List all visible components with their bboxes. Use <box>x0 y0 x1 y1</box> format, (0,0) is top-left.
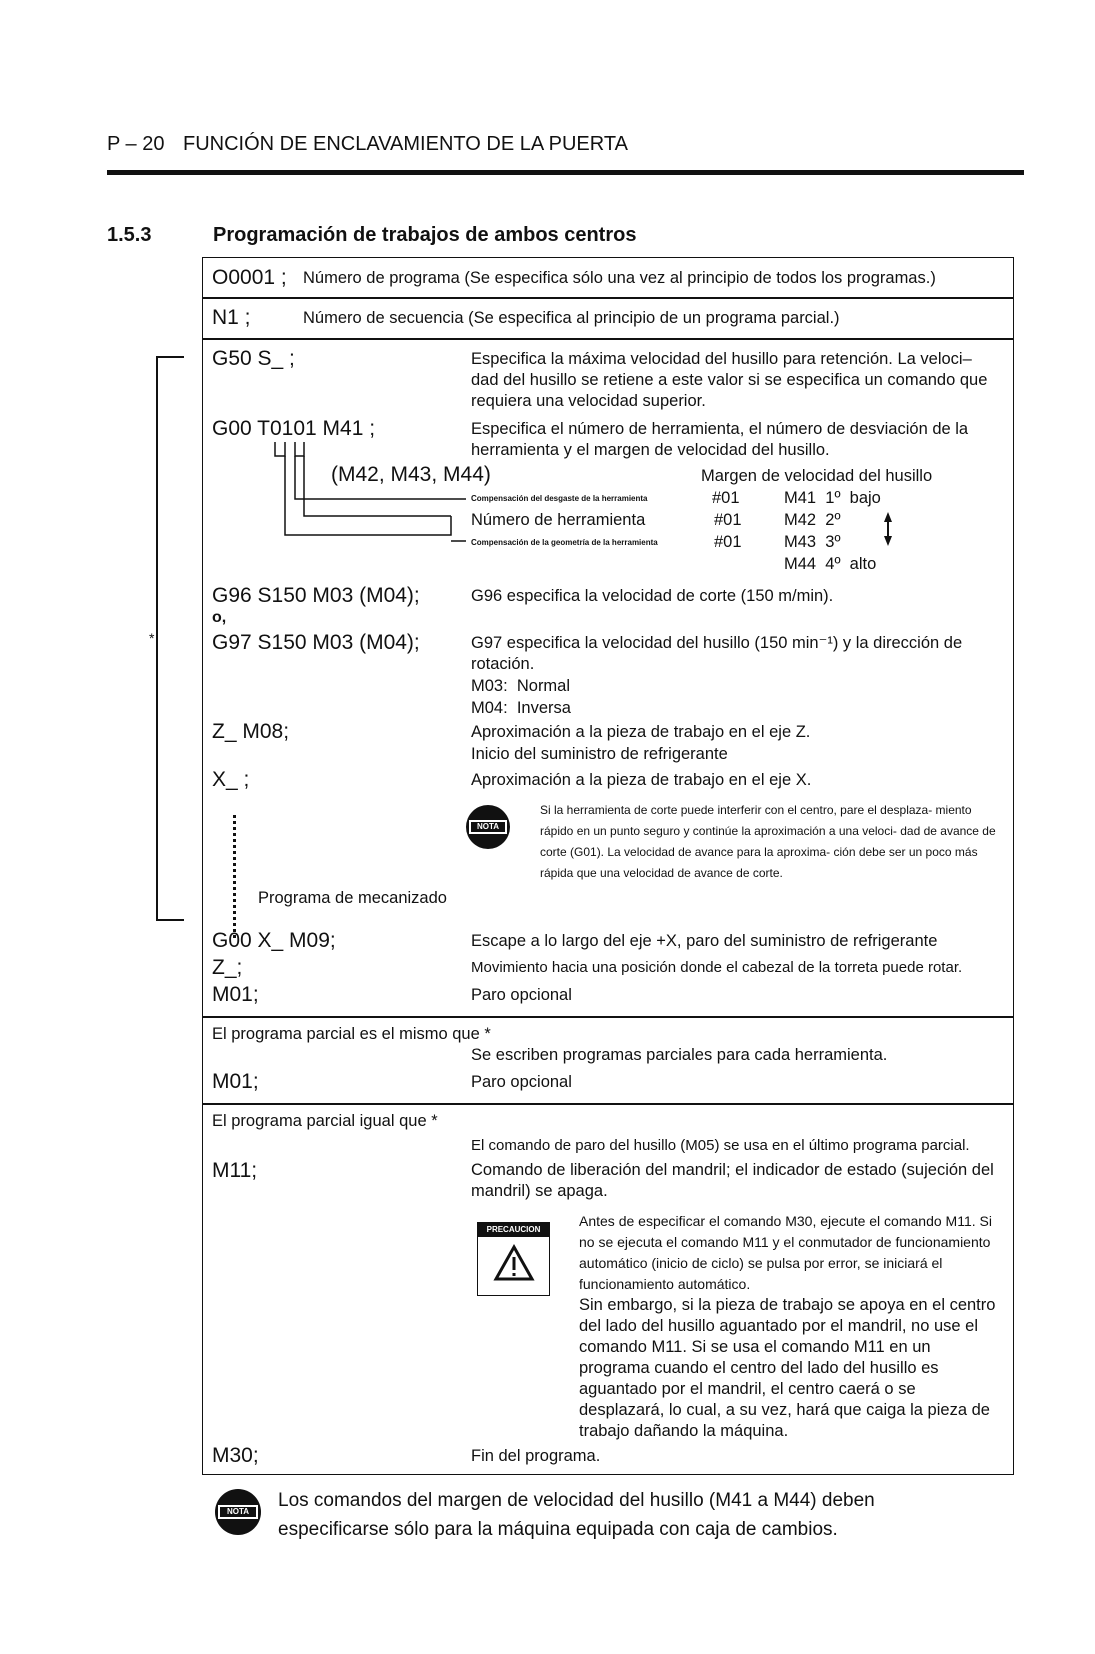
code-g00-x-m09: G00 X_ M09; <box>212 929 336 952</box>
warning-icon <box>494 1245 534 1281</box>
x-escape-text: Escape a lo largo del eje +X, paro del suministro de refrigerante <box>471 932 938 950</box>
machining-dots <box>233 815 242 938</box>
nota-interference-text: Si la herramienta de corte puede interferir con el centro, pare el desplaza- miento rápido en un punto seguro y continúe la aproximación a una veloci- dad de avance de corte (G01). La velocidad de avance para la aproxima- ción debe ser un poco más rápida que una velocidad de avance de corte. <box>540 803 996 880</box>
code-n1: N1 ; <box>212 306 251 329</box>
code-g97: G97 S150 M03 (M04); <box>212 631 420 654</box>
m44-range: M44 4º alto <box>784 555 877 573</box>
section-number: 1.5.3 <box>107 224 152 246</box>
page-number: P – 20 <box>107 133 165 155</box>
code-g50: G50 S_ ; <box>212 347 295 370</box>
m41-range: M41 1º bajo <box>784 489 881 507</box>
or-text: o, <box>212 609 227 626</box>
wear-offset-number: #01 <box>712 489 740 507</box>
repeat-star: * <box>149 630 155 646</box>
caution-support-text: Sin embargo, si la pieza de trabajo se apoya en el centro del lado del husillo aguantado por el mandril, no use el comando M11. Si se usa el comando M11 en un programa cuando el centro del lado del husillo es aguantado por el mandril, el centro caerá o se desplazará, lo cual, a su vez, hará que caiga la pieza de trabajo dañando la máquina. <box>579 1296 996 1440</box>
g00t-text: Especifica el número de herramienta, el número de desviación de la herramienta y el margen de velocidad del husillo. <box>471 420 969 459</box>
code-m30: M30; <box>212 1444 259 1467</box>
m43-range: M43 3º <box>784 533 841 551</box>
turret-position-text: Movimiento hacia una posición donde el cabezal de la torreta puede rotar. <box>471 959 963 976</box>
m42-range: M42 2º <box>784 511 841 529</box>
g97-text: G97 especifica la velocidad del husillo (150 min⁻¹) y la dirección de rotación. <box>471 634 963 673</box>
machining-program-label: Programa de mecanizado <box>258 889 447 907</box>
end-program-text: Fin del programa. <box>471 1447 601 1465</box>
speed-range-title: Margen de velocidad del husillo <box>701 467 933 485</box>
program-number-text: Número de programa (Se especifica sólo una vez al principio de todos los programas.) <box>303 269 936 287</box>
code-m42-m44: (M42, M43, M44) <box>331 463 491 486</box>
sequence-number-text: Número de secuencia (Se especifica al principio de un programa parcial.) <box>303 309 840 327</box>
page-header-title: FUNCIÓN DE ENCLAVAMIENTO DE LA PUERTA <box>183 133 628 155</box>
section-title: Programación de trabajos de ambos centros <box>213 224 637 246</box>
nota-gearbox-text: Los comandos del margen de velocidad del husillo (M41 a M44) deben especificarse sólo para la máquina equipada con caja de cambios. <box>278 1490 875 1540</box>
optional-stop-text: Paro opcional <box>471 986 572 1004</box>
code-m01: M01; <box>212 983 259 1006</box>
spindle-stop-text: El comando de paro del husillo (M05) se usa en el último programa parcial. <box>471 1137 970 1154</box>
code-m01-second: M01; <box>212 1070 259 1093</box>
code-x: X_ ; <box>212 768 250 791</box>
code-m11: M11; <box>212 1159 258 1182</box>
nota-icon-label-bottom: NOTA <box>226 1507 250 1516</box>
code-o0001: O0001 ; <box>212 266 287 289</box>
tool-number-label: Número de herramienta <box>471 511 646 529</box>
partial-program-same: El programa parcial es el mismo que * <box>212 1025 491 1043</box>
partial-programs-text: Se escriben programas parciales para cada herramienta. <box>471 1046 888 1064</box>
nota-icon-label: NOTA <box>476 822 500 831</box>
optional-stop-text-second: Paro opcional <box>471 1073 572 1091</box>
g50-text: Especifica la máxima velocidad del husillo para retención. La veloci– dad del husillo se retiene a este valor si se especifica un comando que requiera una velocidad superior. <box>471 350 988 410</box>
z-approach-text: Aproximación a la pieza de trabajo en el eje Z. <box>471 723 811 741</box>
wear-offset-label: Compensación del desgaste de la herramienta <box>471 494 648 503</box>
code-z-m08: Z_ M08; <box>212 720 290 743</box>
geometry-offset-label: Compensación de la geometría de la herramienta <box>471 538 658 547</box>
chuck-release-text: Comando de liberación del mandril; el indicador de estado (sujeción del mandril) se apaga. <box>471 1161 994 1200</box>
tool-number-value: #01 <box>714 511 742 529</box>
x-approach-text: Aproximación a la pieza de trabajo en el eje X. <box>471 771 812 789</box>
code-g00-t0101: G00 T0101 M41 ; <box>212 417 376 440</box>
code-g96: G96 S150 M03 (M04); <box>212 584 420 607</box>
caution-icon-label: PRECAUCION <box>486 1225 541 1234</box>
partial-program-equal: El programa parcial igual que * <box>212 1112 438 1130</box>
geometry-offset-number: #01 <box>714 533 742 551</box>
m03-normal: M03: Normal <box>471 677 571 695</box>
g96-text: G96 especifica la velocidad de corte (150 m/min). <box>471 587 834 605</box>
caution-text: Antes de especificar el comando M30, ejecute el comando M11. Si no se ejecuta el comando M11 y el conmutador de funcionamiento automático (inicio de ciclo) se pulsa por error, se iniciará el funcionamiento automático. <box>579 1213 992 1292</box>
code-z: Z_; <box>212 956 243 979</box>
m04-inverse: M04: Inversa <box>471 699 571 717</box>
coolant-start-text: Inicio del suministro de refrigerante <box>471 745 728 763</box>
